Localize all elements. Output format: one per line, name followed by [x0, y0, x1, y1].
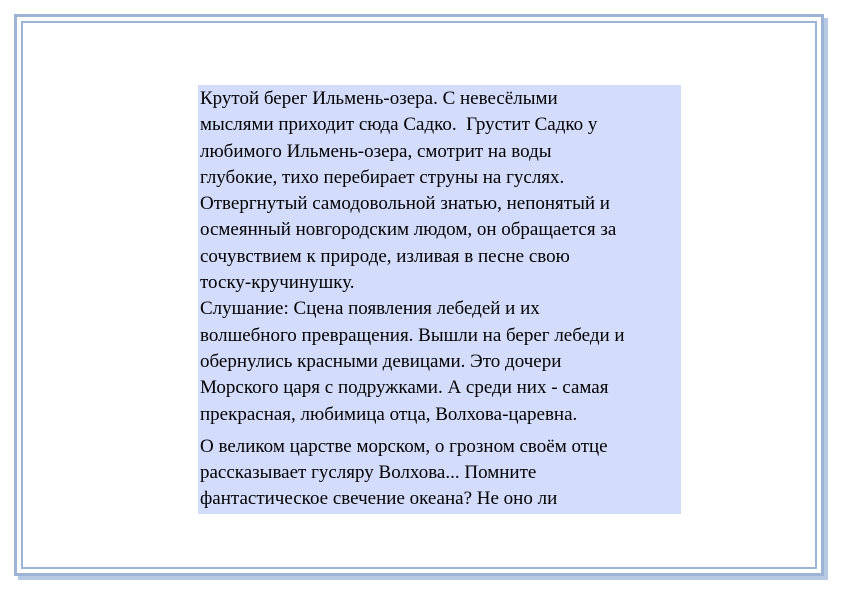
frame-shadow-bottom [18, 576, 828, 580]
text-line: О великом царстве морском, о грозном своём отце [200, 435, 608, 457]
text-line: рассказывает гусляру Волхова... Помните [200, 462, 537, 484]
text-line: обернулись красными девицами. Это дочери [200, 350, 562, 372]
text-line: любимого Ильмень-озера, смотрит на воды [200, 140, 552, 162]
text-line: прекрасная, любимица отца, Волхова-царевна. [200, 403, 578, 425]
text-line: осмеянный новгородским людом, он обращается за [200, 219, 617, 241]
text-line: глубокие, тихо перебирает струны на гуслях. [200, 166, 565, 188]
text-line: Слушание: Сцена появления лебедей и их [200, 298, 540, 320]
text-line: Отвергнутый самодовольной знатью, непонятый и [200, 193, 610, 215]
text-line: Крутой берег Ильмень-озера. С невесёлыми [200, 88, 558, 109]
text-line: сочувствием к природе, изливая в песне свою [200, 245, 570, 267]
paragraph-sadko-intro [200, 86, 681, 296]
text-line: тоску-кручинушку. [200, 272, 355, 294]
text-line: фантастическое свечение океана? Не оно ли [200, 488, 558, 510]
paragraph-listening [200, 296, 681, 427]
text-line: Морского царя с подружками. А среди них - самая [200, 377, 609, 399]
text-line: мыслями приходит сюда Садко. Грустит Садко у [200, 114, 598, 136]
paragraph-volkhova [200, 434, 681, 513]
text-line: волшебного превращения. Вышли на берег лебеди и [200, 324, 625, 346]
text-box [198, 85, 681, 514]
frame-shadow-right [824, 18, 828, 580]
